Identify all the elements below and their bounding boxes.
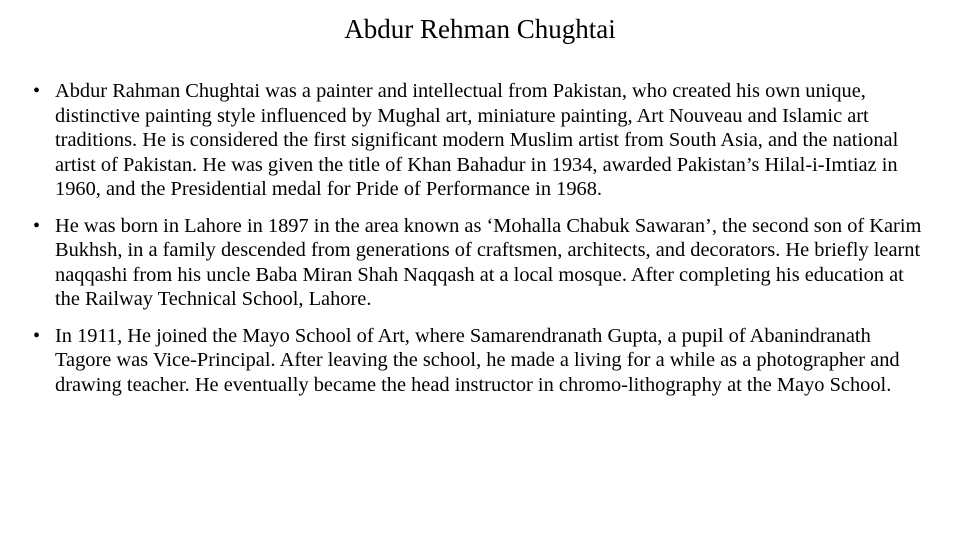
slide-title: Abdur Rehman Chughtai — [344, 14, 616, 44]
bullet-text: He was born in Lahore in 1897 in the area known as ‘Mohalla Chabuk Sawaran’, the second son of Karim Bukhsh, in a family descended from generations of craftsmen, architects, and decorators. He briefly learnt naqqashi from his uncle Baba Miran Shah Naqqash at a local mosque. After completing his education at the Railway Technical School, Lahore. — [55, 214, 922, 310]
bullet-text: Abdur Rahman Chughtai was a painter and intellectual from Pakistan, who created his own unique, distinctive painting style influenced by Mughal art, miniature painting, Art Nouveau and Islamic art traditions. He is considered the first significant modern Muslim artist from South Asia, and the national artist of Pakistan. He was given the title of Khan Bahadur in 1934, awarded Pakistan’s Hilal-i-Imtiaz in 1960, and the Presidential medal for Pride of Performance in 1968. — [55, 80, 899, 200]
bullet-item — [33, 324, 923, 398]
bullet-marker: • — [33, 214, 41, 237]
bullet-item — [33, 79, 923, 202]
bullet-marker: • — [33, 80, 41, 102]
bullet-item — [33, 214, 923, 312]
bullet-list — [33, 79, 923, 409]
bullet-text: In 1911, He joined the Mayo School of Art, where Samarendranath Gupta, a pupil of Abanindranath Tagore was Vice-Principal. After leaving the school, he made a living for a while as a photographer and drawing teacher. He eventually became the head instructor in chromo-lithography at the Mayo School. — [55, 324, 900, 396]
bullet-marker: • — [33, 324, 41, 347]
